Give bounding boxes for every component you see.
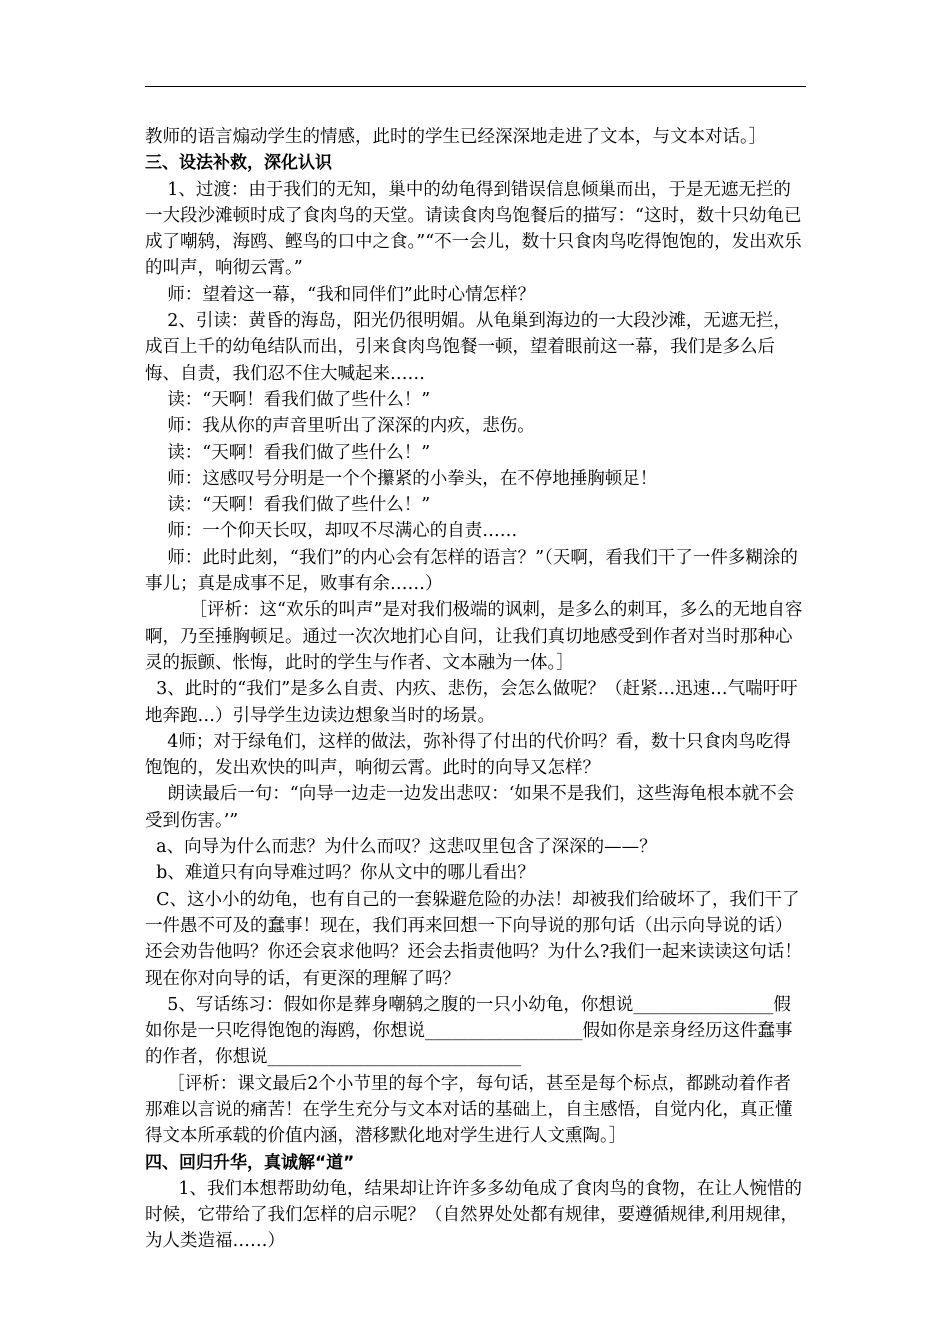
document-body — [145, 124, 806, 1255]
paragraph: a、向导为什么而悲？为什么而叹？这悲叹里包含了深深的——？ — [145, 837, 657, 858]
paragraph: ［评析：课文最后2个小节里的每个字，每句话，甚至是每个标点，都跳动着作者那难以言说的痛苦！在学生充分与文本对话的基础上，自主感悟，自觉内化，真正懂得文本所承载的价值内涵，潜移默化地对学生进行人文熏陶。］ — [145, 1073, 793, 1147]
paragraph: 1、我们本想帮助幼龟，结果却让许许多多幼龟成了食肉鸟的食物，在让人惋惜的时候，它带给了我们怎样的启示呢？（自然界处处都有规律，要遵循规律,利用规律，为人类造福……） — [145, 1178, 803, 1252]
paragraph: 4师；对于绿龟们，这样的做法，弥补得了付出的代价吗？看，数十只食肉鸟吃得饱饱的，发出欢快的叫声，响彻云霄。此时的向导又怎样？ — [145, 731, 791, 779]
paragraph: b、难道只有向导难过吗？你从文中的哪儿看出？ — [145, 863, 535, 884]
paragraph: 师：一个仰天长叹，却叹不尽满心的自责…… — [145, 521, 518, 542]
paragraph: 读：“天啊！看我们做了些什么！” — [145, 442, 431, 463]
paragraph: 师：这感叹号分明是一个个攥紧的小拳头，在不停地捶胸顿足！ — [145, 468, 658, 489]
paragraph: C、这小小的幼龟，也有自己的一套躲避危险的办法！却被我们给破坏了，我们干了一件愚不可及的蠢事！现在，我们再来回想一下向导说的那句话（出示向导说的话）还会劝告他吗？你还会哀求他吗？还会去指责他吗？为什么?我们一起来读读这句话！现在你对向导的话，有更深的理解了吗？ — [145, 889, 802, 989]
paragraph: 2、引读：黄昏的海岛，阳光仍很明媚。从龟巢到海边的一大段沙滩，无遮无拦，成百上千的幼龟结队而出，引来食肉鸟饱餐一顿，望着眼前这一幕，我们是多么后悔、自责，我们忍不住大喊起来…… — [145, 311, 791, 384]
paragraph: 教师的语言煽动学生的情感，此时的学生已经深深地走进了文本，与文本对话。］ — [145, 127, 767, 147]
paragraph: 读：“天啊！看我们做了些什么！” — [145, 495, 431, 516]
paragraph: 读：“天啊！看我们做了些什么！” — [145, 389, 431, 410]
section-heading: 三、设法补救，深化认识 — [145, 153, 332, 174]
paragraph: 3、此时的“我们”是多么自责、内疚、悲伤，会怎么做呢？（赶紧…迅速…气喘吁吁地奔跑…）引导学生边读边想象当时的场景。 — [145, 679, 798, 726]
paragraph: ［评析：这“欢乐的叫声”是对我们极端的讽刺，是多么的刺耳，多么的无地自容啊，乃至捶胸顿足。通过一次次地扪心自问，让我们真切地感受到作者对当时那种心灵的振颤、怅悔，此时的学生与作者、文本融为一体。］ — [145, 600, 803, 673]
paragraph: 1、过渡：由于我们的无知，巢中的幼龟得到错误信息倾巢而出，于是无遮无拦的一大段沙滩顿时成了食肉鸟的天堂。请读食肉鸟饱餐后的描写：“这时，数十只幼龟已成了嘲鸫，海鸥、鲣鸟的口中之食。”“不一会儿，数十只食肉鸟吃得饱饱的，发出欢乐的叫声，响彻云霄。” — [145, 179, 802, 279]
paragraph: 师：望着这一幕，“我和同伴们”此时心情怎样？ — [145, 284, 536, 305]
paragraph: 5、写话练习：假如你是葬身嘲鸫之腹的一只小幼龟，你想说________________假如你是一只吃得饱饱的海鸥，你想说__________________假如你是亲身经历这件蠢事的作者，你想说_____________________________ — [145, 994, 793, 1068]
paragraph: 师：此时此刻，“我们”的内心会有怎样的语言？”（天啊，看我们干了一件多糊涂的事儿；真是成事不足，败事有余……） — [145, 547, 798, 595]
paragraph: 师：我从你的声音里听出了深深的内疚，悲伤。 — [145, 416, 535, 437]
header-rule — [145, 86, 806, 87]
section-heading: 四、回归升华，真诚解“道” — [145, 1152, 355, 1173]
paragraph: 朗读最后一句：“向导一边走一边发出悲叹：‘如果不是我们，这些海龟根本就不会受到伤害。’” — [145, 784, 795, 831]
